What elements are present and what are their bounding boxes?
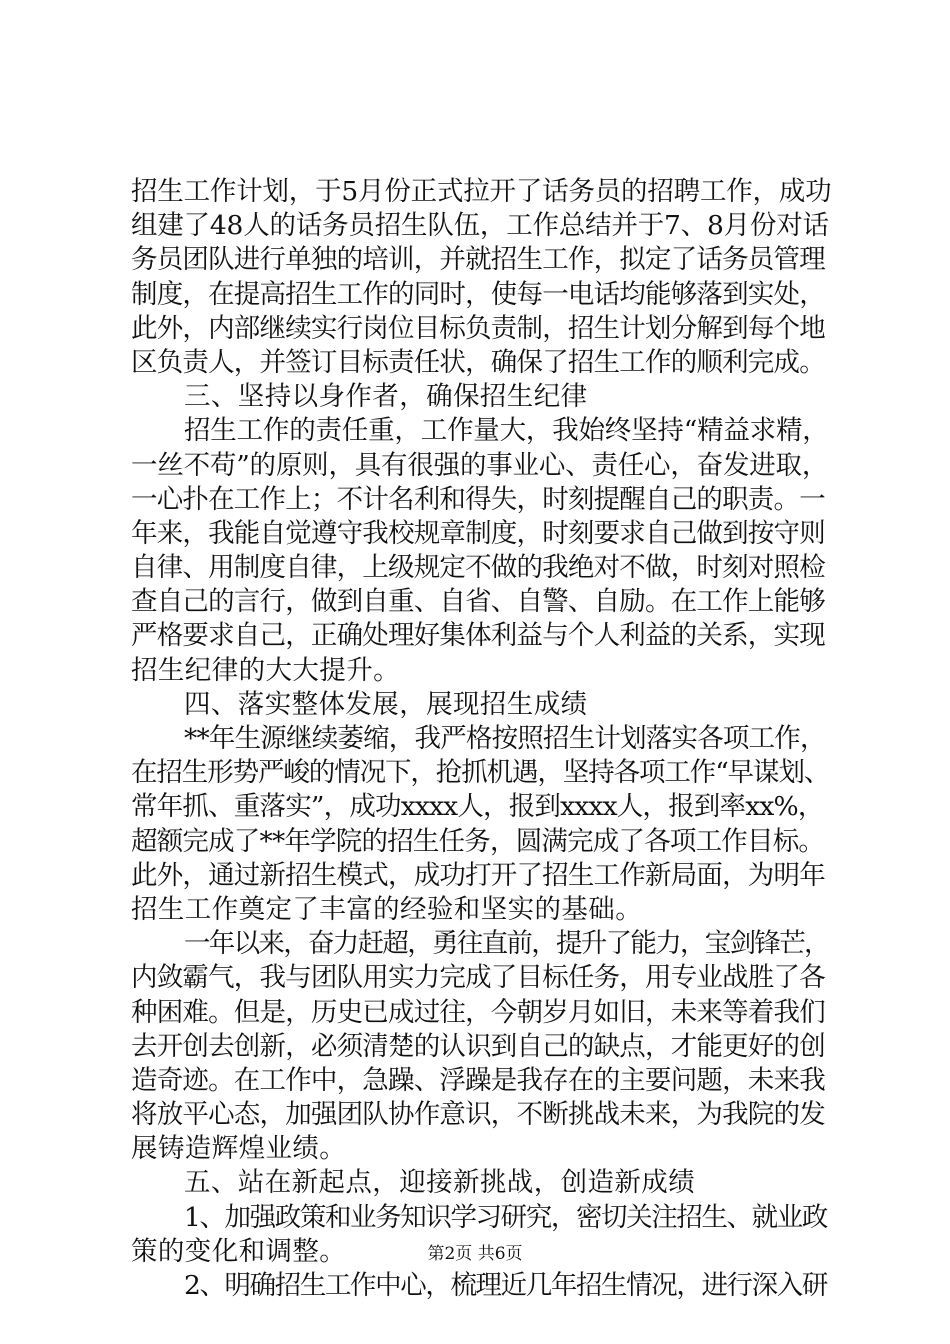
text-line: 去开创去创新，必须清楚的认识到自己的缺点，才能更好的创 <box>131 1030 825 1062</box>
text-line: 此外，通过新招生模式，成功打开了招生工作新局面，为明年 <box>131 859 825 891</box>
text-line: 一丝不苟”的原则，具有很强的事业心、责任心，奋发进取， <box>131 449 829 481</box>
text-line: 一心扑在工作上；不计名利和得失，时刻提醒自己的职责。一 <box>131 483 825 515</box>
text-line: 五、站在新起点，迎接新挑战，创造新成绩 <box>184 1167 696 1199</box>
text-line: 自律、用制度自律，上级规定不做的我绝对不做，时刻对照检 <box>131 552 825 584</box>
text-line: 三、坚持以身作者，确保招生纪律 <box>184 381 588 413</box>
text-line: 内敛霸气，我与团队用实力完成了目标任务，用专业战胜了各 <box>131 962 825 994</box>
text-line: 在招生形势严峻的情况下，抢抓机遇，坚持各项工作“早谋划、 <box>131 757 830 789</box>
document-body <box>131 175 831 1303</box>
text-line: 策的变化和调整。 <box>131 1235 347 1267</box>
text-line: 制度，在提高招生工作的同时，使每一电话均能够落到实处， <box>131 278 825 310</box>
text-line: 招生工作计划，于5月份正式拉开了话务员的招聘工作，成功 <box>131 176 832 207</box>
text-line: **年生源继续萎缩，我严格按照招生计划落实各项工作， <box>184 723 826 754</box>
text-line: 种困难。但是，历史已成过往，今朝岁月如旧，未来等着我们 <box>131 996 825 1028</box>
text-line: 区负责人，并签订目标责任状，确保了招生工作的顺利完成。 <box>131 346 825 378</box>
text-line: 严格要求自己，正确处理好集体利益与个人利益的关系，实现 <box>131 620 825 652</box>
text-line: 招生工作奠定了丰富的经验和坚实的基础。 <box>131 893 643 925</box>
text-line: 将放平心态，加强团队协作意识，不断挑战未来，为我院的发 <box>131 1099 825 1131</box>
text-line: 组建了48人的话务员招生队伍，工作总结并于7、8月份对话 <box>131 210 829 242</box>
text-line: 超额完成了**年学院的招生任务，圆满完成了各项工作目标。 <box>131 825 825 857</box>
text-line: 四、落实整体发展，展现招生成绩 <box>184 688 588 720</box>
text-line: 查自己的言行，做到自重、自省、自警、自励。在工作上能够 <box>131 586 825 618</box>
text-line: 招生纪律的大大提升。 <box>131 654 400 686</box>
text-line: 2、明确招生工作中心，梳理近几年招生情况，进行深入研 <box>184 1270 827 1301</box>
page-footer: 第2页 共6页 <box>427 1244 523 1264</box>
text-line: 年来，我能自觉遵守我校规章制度，时刻要求自己做到按守则 <box>131 517 825 549</box>
text-line: 招生工作的责任重，工作量大，我始终坚持“精益求精， <box>184 415 829 447</box>
text-line: 展铸造辉煌业绩。 <box>131 1133 347 1165</box>
text-line: 一年以来，奋力赶超，勇往直前，提升了能力，宝剑锋芒， <box>184 928 829 960</box>
text-line: 1、加强政策和业务知识学习研究，密切关注招生、就业政 <box>184 1201 827 1233</box>
text-line: 常年抓、重落实”，成功xxxx人，报到xxxx人，报到率xx%， <box>131 791 824 823</box>
text-line: 造奇迹。在工作中，急躁、浮躁是我存在的主要问题，未来我 <box>131 1064 825 1096</box>
text-line: 务员团队进行单独的培训，并就招生工作，拟定了话务员管理 <box>131 244 825 276</box>
text-line: 此外，内部继续实行岗位目标负责制，招生计划分解到每个地 <box>131 312 825 344</box>
